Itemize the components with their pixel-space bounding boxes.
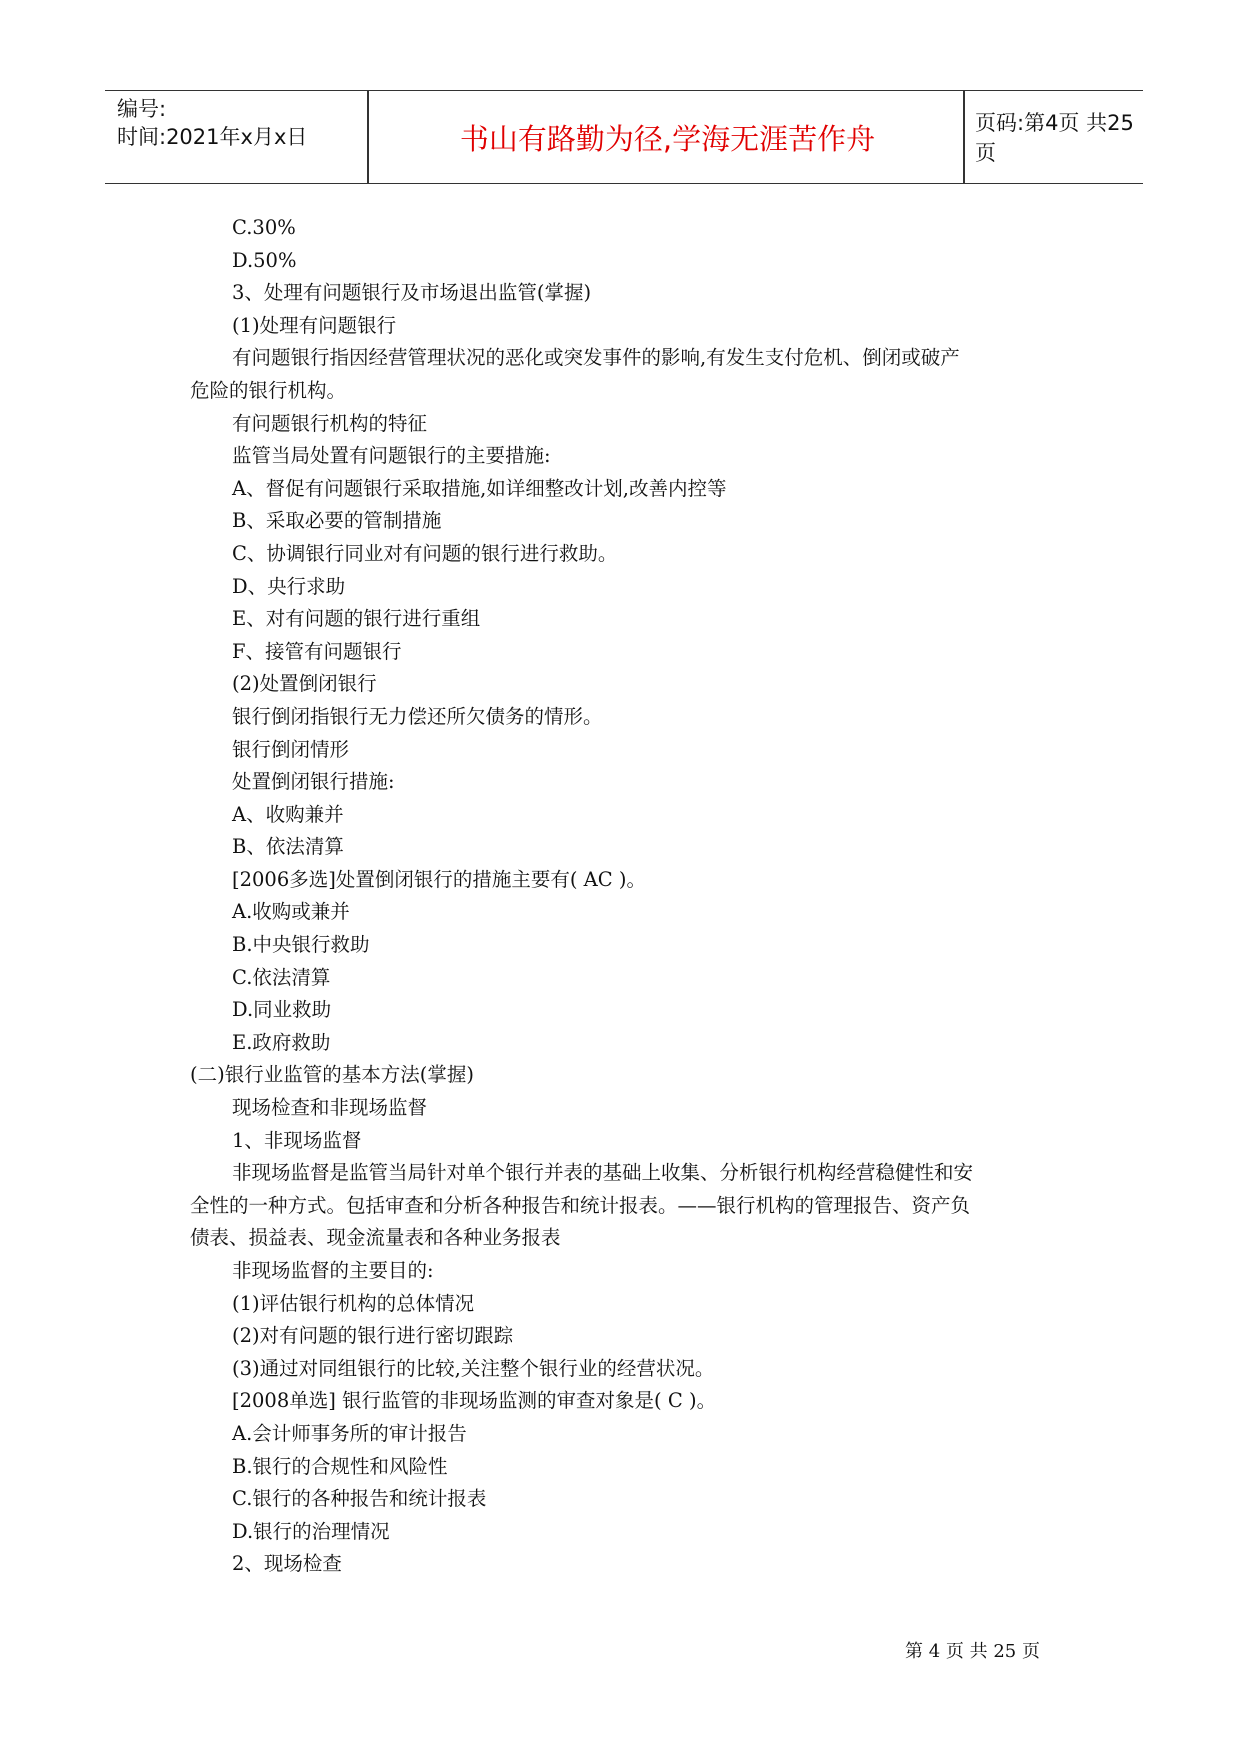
- text-line: 债表、损益表、现金流量表和各种业务报表: [190, 1226, 561, 1250]
- list-item: B、依法清算: [232, 835, 344, 859]
- header-divider: [963, 91, 965, 183]
- text-line: 处置倒闭银行措施:: [232, 770, 395, 794]
- subsection-heading: (1)处理有问题银行: [232, 313, 397, 337]
- list-item: (1)评估银行机构的总体情况: [232, 1291, 475, 1315]
- list-item: C、协调银行同业对有问题的银行进行救助。: [232, 541, 618, 565]
- header-divider: [367, 91, 369, 183]
- text-line: 银行倒闭情形: [232, 737, 350, 761]
- exam-question: [2008单选] 银行监管的非现场监测的审查对象是( C )。: [232, 1389, 717, 1413]
- page-footer: 第 4 页 共 25 页: [905, 1641, 1040, 1662]
- text-line: C.30%: [232, 216, 296, 239]
- section-heading: 1、非现场监督: [232, 1128, 362, 1152]
- section-heading: 2、现场检查: [232, 1552, 342, 1576]
- document-body: [190, 212, 1060, 1581]
- answer-option: D.银行的治理情况: [232, 1519, 390, 1543]
- list-item: E、对有问题的银行进行重组: [232, 607, 481, 631]
- page-header: [105, 90, 1143, 184]
- answer-option: C.依法清算: [232, 965, 331, 989]
- text-line: 非现场监督的主要目的:: [232, 1259, 434, 1282]
- subsection-heading: (2)处置倒闭银行: [232, 672, 377, 696]
- document-number-label: 编号:: [117, 97, 167, 121]
- answer-option: A.收购或兼并: [232, 900, 350, 924]
- answer-option: A.会计师事务所的审计报告: [232, 1421, 467, 1445]
- header-page-label: 页码:第4页 共25页: [975, 111, 1134, 165]
- text-line: 非现场监督是监管当局针对单个银行并表的基础上收集、分析银行机构经营稳健性和安: [232, 1161, 974, 1185]
- list-item: F、接管有问题银行: [232, 639, 402, 663]
- list-item: D、央行求助: [232, 574, 346, 598]
- text-line: D.50%: [232, 248, 297, 272]
- list-item: A、督促有问题银行采取措施,如详细整改计划,改善内控等: [232, 476, 727, 500]
- text-line: 监管当局处置有问题银行的主要措施:: [232, 444, 551, 468]
- text-line: 有问题银行机构的特征: [232, 411, 428, 435]
- list-item: B、采取必要的管制措施: [232, 509, 442, 533]
- header-motto: 书山有路勤为径,学海无涯苦作舟: [459, 121, 876, 156]
- text-line: 有问题银行指因经营管理状况的恶化或突发事件的影响,有发生支付危机、倒闭或破产: [232, 346, 960, 370]
- header-meta: [117, 91, 367, 183]
- list-item: (2)对有问题的银行进行密切跟踪: [232, 1324, 514, 1348]
- text-line: 全性的一种方式。包括审查和分析各种报告和统计报表。——银行机构的管理报告、资产负: [190, 1193, 971, 1217]
- text-line: 现场检查和非现场监督: [232, 1096, 428, 1120]
- answer-option: E.政府救助: [232, 1030, 331, 1054]
- list-item: A、收购兼并: [232, 802, 344, 826]
- document-time-label: 时间:2021年x月x日: [117, 125, 308, 149]
- text-line: 危险的银行机构。: [190, 378, 347, 402]
- section-heading: 3、处理有问题银行及市场退出监管(掌握): [232, 281, 592, 305]
- list-item: (3)通过对同组银行的比较,关注整个银行业的经营状况。: [232, 1356, 715, 1380]
- exam-question: [2006多选]处置倒闭银行的措施主要有( AC )。: [232, 867, 646, 891]
- answer-option: B.银行的合规性和风险性: [232, 1454, 448, 1478]
- section-heading: (二)银行业监管的基本方法(掌握): [190, 1063, 474, 1087]
- answer-option: C.银行的各种报告和统计报表: [232, 1487, 487, 1511]
- answer-option: D.同业救助: [232, 998, 332, 1022]
- answer-option: B.中央银行救助: [232, 933, 370, 957]
- text-line: 银行倒闭指银行无力偿还所欠债务的情形。: [232, 704, 603, 728]
